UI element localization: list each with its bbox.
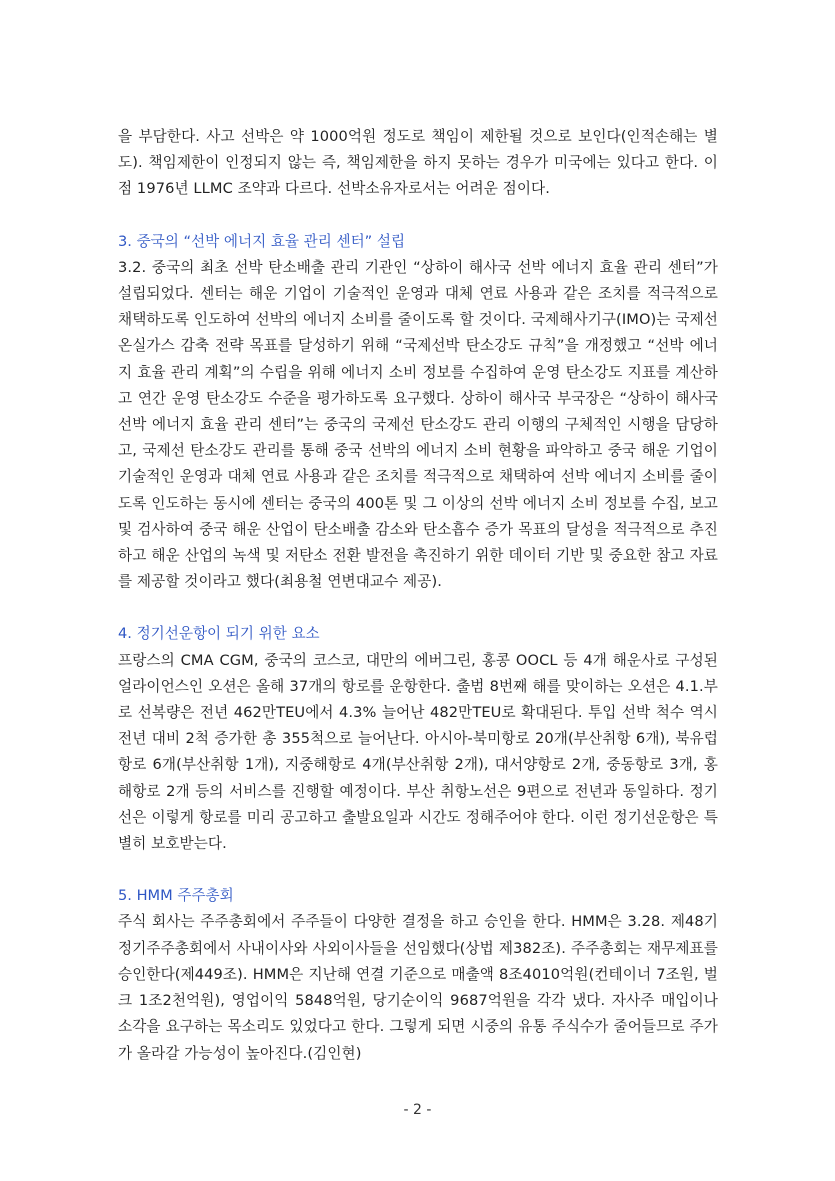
spacer (118, 203, 718, 229)
intro-paragraph: 을 부담한다. 사고 선박은 약 1000억원 정도로 책임이 제한될 것으로 보인다(인적손해는 별도). 책임제한이 인정되지 않는 즉, 책임제한을 하지 못하는 경우가 미국에는 있다고 한다. 이 점 1976년 LLMC 조약과 다르다. 선박소유자로서는 어려운 점이다. (118, 128, 718, 198)
section-3-paragraph: 3.2. 중국의 최초 선박 탄소배출 관리 기관인 “상하이 해사국 선박 에너지 효율 관리 센터”가 설립되었다. 센터는 해운 기업이 기술적인 운영과 대체 연료 사용과 같은 조치를 적극적으로 채택하도록 인도하여 선박의 에너지 소비를 줄이도록 할 것이다. 국제해사기구(IMO)는 국제선 온실가스 감축 전략 목표를 달성하기 위해 “국제선박 탄소강도 규칙”을 개정했고 “선박 에너지 효율 관리 계획”의 수립을 위해 에너지 소비 정보를 수집하여 운영 탄소강도 지표를 계산하고 연간 운영 탄소강도 수준을 평가하도록 요구했다. 상하이 해사국 부국장은 “상하이 해사국 선박 에너지 효율 관리 센터”는 중국의 국제선 탄소강도 관리 이행의 구체적인 시행을 담당하고, 국제선 탄소강도 관리를 통해 중국 선박의 에너지 소비 현황을 파악하고 중국 해운 기업이 기술적인 운영과 대체 연료 사용과 같은 조치를 적극적으로 채택하여 선박 에너지 소비를 줄이도록 인도하는 동시에 센터는 중국의 400톤 및 그 이상의 선박 에너지 소비 정보를 수집, 보고 및 검사하여 중국 해운 산업이 탄소배출 감소와 탄소흡수 증가 목표의 달성을 적극적으로 추진하고 해운 산업의 녹색 및 저탄소 전환 발전을 촉진하기 위한 데이터 기반 및 중요한 참고 자료를 제공할 것이라고 했다(최용철 연변대교수 제공). (118, 258, 718, 591)
section-5-paragraph: 주식 회사는 주주총회에서 주주들이 다양한 결정을 하고 승인을 한다. HMM은 3.28. 제48기 정기주주총회에서 사내이사와 사외이사들을 선임했다(상법 제382조). 주주총회는 재무제표를 승인한다(제449조). HMM은 지난해 연결 기준으로 매출액 8조4010억원(컨테이너 7조원, 벌크 1조2천억원), 영업이익 5848억원, 당기순이익 9687억원을 각각 냈다. 자사주 매입이나 소각을 요구하는 목소리도 있었다고 한다. 그렇게 되면 시중의 유통 주식수가 줄어들므로 주가가 올라갈 가능성이 높아진다.(김인현) (118, 913, 718, 1062)
page-number: - 2 - (403, 1102, 432, 1118)
spacer (118, 857, 718, 883)
document-body (118, 124, 718, 1067)
section-3-heading: 3. 중국의 “선박 에너지 효율 관리 센터” 설립 (118, 232, 406, 250)
section-4-heading: 4. 정기선운항이 되기 위한 요소 (118, 625, 320, 643)
spacer (118, 595, 718, 621)
section-4-paragraph: 프랑스의 CMA CGM, 중국의 코스코, 대만의 에버그린, 홍콩 OOCL 등 4개 해운사로 구성된 얼라이언스인 오션은 올해 37개의 항로를 운항한다. 출범 8번째 해를 맞이하는 오션은 4.1.부로 선복량은 전년 462만TEU에서 4.3% 늘어난 482만TEU로 확대된다. 투입 선박 척수 역시 전년 대비 2척 증가한 총 355척으로 늘어난다. 아시아-북미항로 20개(부산취항 6개), 북유럽항로 6개(부산취항 1개), 지중해항로 4개(부산취항 2개), 대서양항로 2개, 중동항로 3개, 홍해항로 2개 등의 서비스를 진행할 예정이다. 부산 취항노선은 9편으로 전년과 동일하다. 정기선은 이렇게 항로를 미리 공고하고 출발요일과 시간도 정해주어야 한다. 이런 정기선운항은 특별히 보호받는다. (118, 651, 718, 853)
section-5-heading: 5. HMM 주주총회 (118, 887, 234, 905)
